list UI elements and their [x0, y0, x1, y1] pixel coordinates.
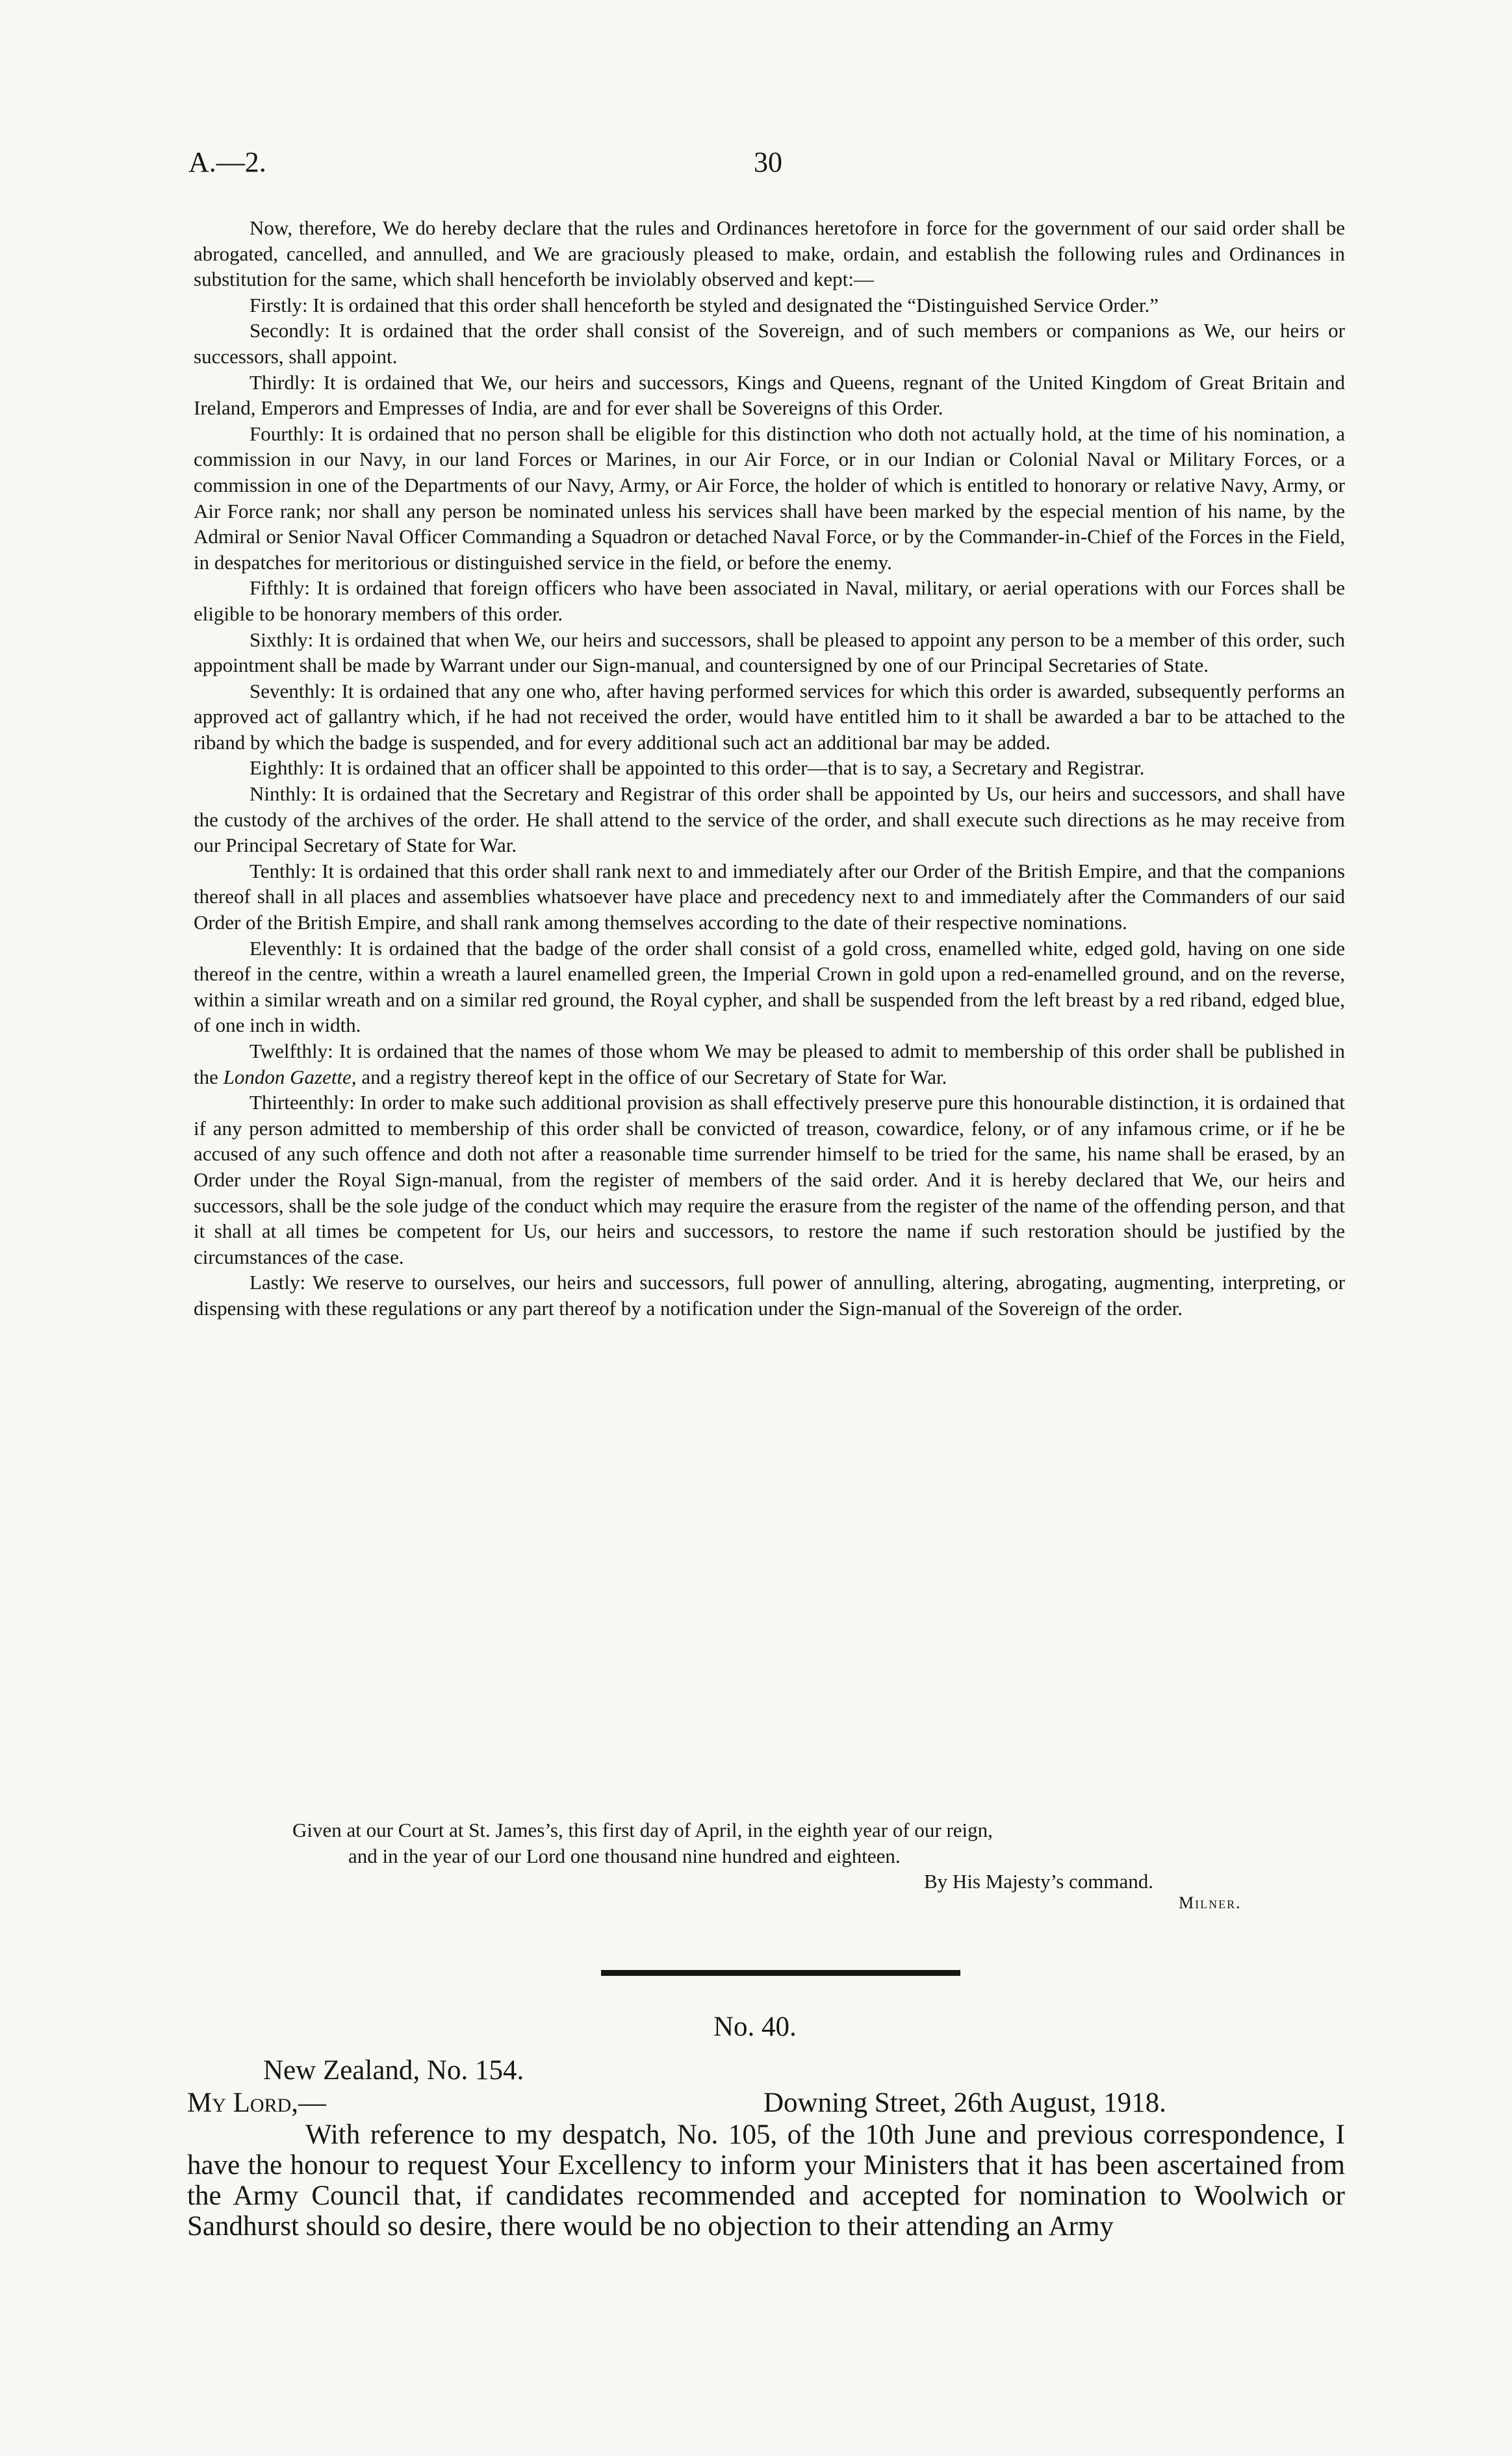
twelfthly-text-end: , and a registry thereof kept in the office of our Secretary of State for War.	[351, 1065, 947, 1088]
letter-body	[187, 2119, 1345, 2242]
lastly-paragraph: Lastly: We reserve to ourselves, our heirs and successors, full power of annulling, altering, abrogating, augmenting, interpreting, or dispensing with these regulations or any part thereof by a notification under the Sign-manual of the Sovereign of the order.	[194, 1271, 1345, 1320]
page-header	[188, 146, 1352, 185]
gazette-title: London Gazette	[223, 1065, 352, 1088]
twelfthly-text-start: Twelfthly: It is ordained that the names of those whom We may be pleased to admit to membership of this order shall be published in the	[194, 1040, 1345, 1088]
given-line-1: Given at our Court at St. James’s, this first day of April, in the eighth year of our reign,	[292, 1819, 993, 1841]
despatch-number: No. 40.	[713, 2012, 797, 2042]
tenthly-paragraph: Tenthly: It is ordained that this order shall rank next to and immediately after our Order of the British Empire, and that the companions thereof shall in all places and assemblies whatsoever have place and precedency next to and immediately after the Commanders of our said Order of the British Empire, and shall rank among themselves according to the date of their respective nominations.	[194, 859, 1345, 934]
section-divider	[601, 1970, 960, 1976]
seventhly-paragraph: Seventhly: It is ordained that any one who, after having performed services for which this order is awarded, subsequently performs an approved act of gallantry which, if he had not received the order, would have entitled him to it shall be awarded a bar to be attached to the riband by which the badge is suspended, and for every additional such act an additional bar may be added.	[194, 679, 1345, 754]
given-line-2: and in the year of our Lord one thousand nine hundred and eighteen.	[348, 1844, 901, 1867]
eleventhly-paragraph: Eleventhly: It is ordained that the badge of the order shall consist of a gold cross, enamelled white, edged gold, having on one side thereof in the centre, within a wreath a laurel enamelled green, the Imperial Crown in gold upon a red-enamelled ground, and on the reverse, within a similar wreath and on a similar red ground, the Royal cypher, and shall be suspended from the left breast by a red riband, edged blue, of one inch in width.	[194, 936, 1345, 1037]
secondly-paragraph: Secondly: It is ordained that the order shall consist of the Sovereign, and of such members or companions as We, our heirs or successors, shall appoint.	[194, 319, 1345, 368]
page-number: 30	[754, 146, 782, 178]
ordinance-text	[194, 215, 1345, 1322]
ninthly-paragraph: Ninthly: It is ordained that the Secretary and Registrar of this order shall be appointed by Us, our heirs and successors, and shall have the custody of the archives of the order. He shall attend to the service of the order, and shall execute such directions as he may receive from our Principal Secretary of State for War.	[194, 782, 1345, 857]
by-command: By His Majesty’s command.	[924, 1870, 1154, 1893]
fifthly-paragraph: Fifthly: It is ordained that foreign officers who have been associated in Naval, military, or aerial operations with our Forces shall be eligible to be honorary members of this order.	[194, 576, 1345, 625]
signature: Milner.	[1179, 1893, 1242, 1912]
fourthly-paragraph: Fourthly: It is ordained that no person shall be eligible for this distinction who doth not actually hold, at the time of his nomination, a commission in our Navy, in our land Forces or Marines, in our Air Force, or in our Indian or Colonial Naval or Military Forces, or a commission in one of the Departments of our Navy, Army, or Air Force, the holder of which is entitled to honorary or relative Navy, Army, or Air Force rank; nor shall any person be nominated unless his services shall have been marked by the especial mention of his name, by the Admiral or Senior Naval Officer Commanding a Squadron or detached Naval Force, or by the Commander-in-Chief of the Forces in the Field, in despatches for meritorious or distinguished service in the field, or before the enemy.	[194, 422, 1345, 574]
document-reference: A.—2.	[188, 146, 266, 178]
firstly-paragraph: Firstly: It is ordained that this order shall henceforth be styled and designated the “Distinguished Service Order.”	[250, 293, 1159, 316]
letter-reference: New Zealand, No. 154.	[263, 2055, 524, 2086]
given-at-court	[292, 1817, 1345, 1869]
eighthly-paragraph: Eighthly: It is ordained that an officer shall be appointed to this order—that is to say, a Secretary and Registrar.	[250, 756, 1145, 780]
preamble-paragraph: Now, therefore, We do hereby declare that the rules and Ordinances heretofore in force for the government of our said order shall be abrogated, cancelled, and annulled, and We are graciously pleased to make, ordain, and establish the following rules and Ordinances in substitution for the same, which shall henceforth be inviolably observed and kept:—	[194, 216, 1345, 291]
thirteenthly-paragraph: Thirteenthly: In order to make such additional provision as shall effectively preserve pure this honourable distinction, it is ordained that if any person admitted to membership of this order shall be convicted of treason, cowardice, felony, or of any infamous crime, or if he be accused of any such offence and doth not after a reasonable time surrender himself to be tried for the same, his name shall be erased, by an Order under the Royal Sign-manual, from the register of members of the said order. And it is hereby declared that We, our heirs and successors, shall be the sole judge of the conduct which may require the erasure from the register of the name of the offending person, and that it shall at all times be competent for Us, our heirs and successors, to restore the name if such restoration should be justified by the circumstances of the case.	[194, 1091, 1345, 1268]
letter-paragraph: With reference to my despatch, No. 105, of the 10th June and previous correspondence, I have the honour to request Your Excellency to inform your Ministers that it has been ascertained from the Army Council that, if candidates recommended and accepted for nomination to Woolwich or Sandhurst should so desire, there would be no objection to their attending an Army	[187, 2119, 1345, 2242]
sixthly-paragraph: Sixthly: It is ordained that when We, our heirs and successors, shall be pleased to appoint any person to be a member of this order, such appointment shall be made by Warrant under our Sign-manual, and countersigned by one of our Principal Secretaries of State.	[194, 628, 1345, 677]
salutation: My Lord,—	[187, 2088, 327, 2118]
thirdly-paragraph: Thirdly: It is ordained that We, our heirs and successors, Kings and Queens, regnant of the United Kingdom of Great Britain and Ireland, Emperors and Empresses of India, are and for ever shall be Sovereigns of this Order.	[194, 370, 1345, 420]
dateline: Downing Street, 26th August, 1918.	[763, 2088, 1166, 2118]
twelfthly-paragraph	[194, 1038, 1345, 1090]
